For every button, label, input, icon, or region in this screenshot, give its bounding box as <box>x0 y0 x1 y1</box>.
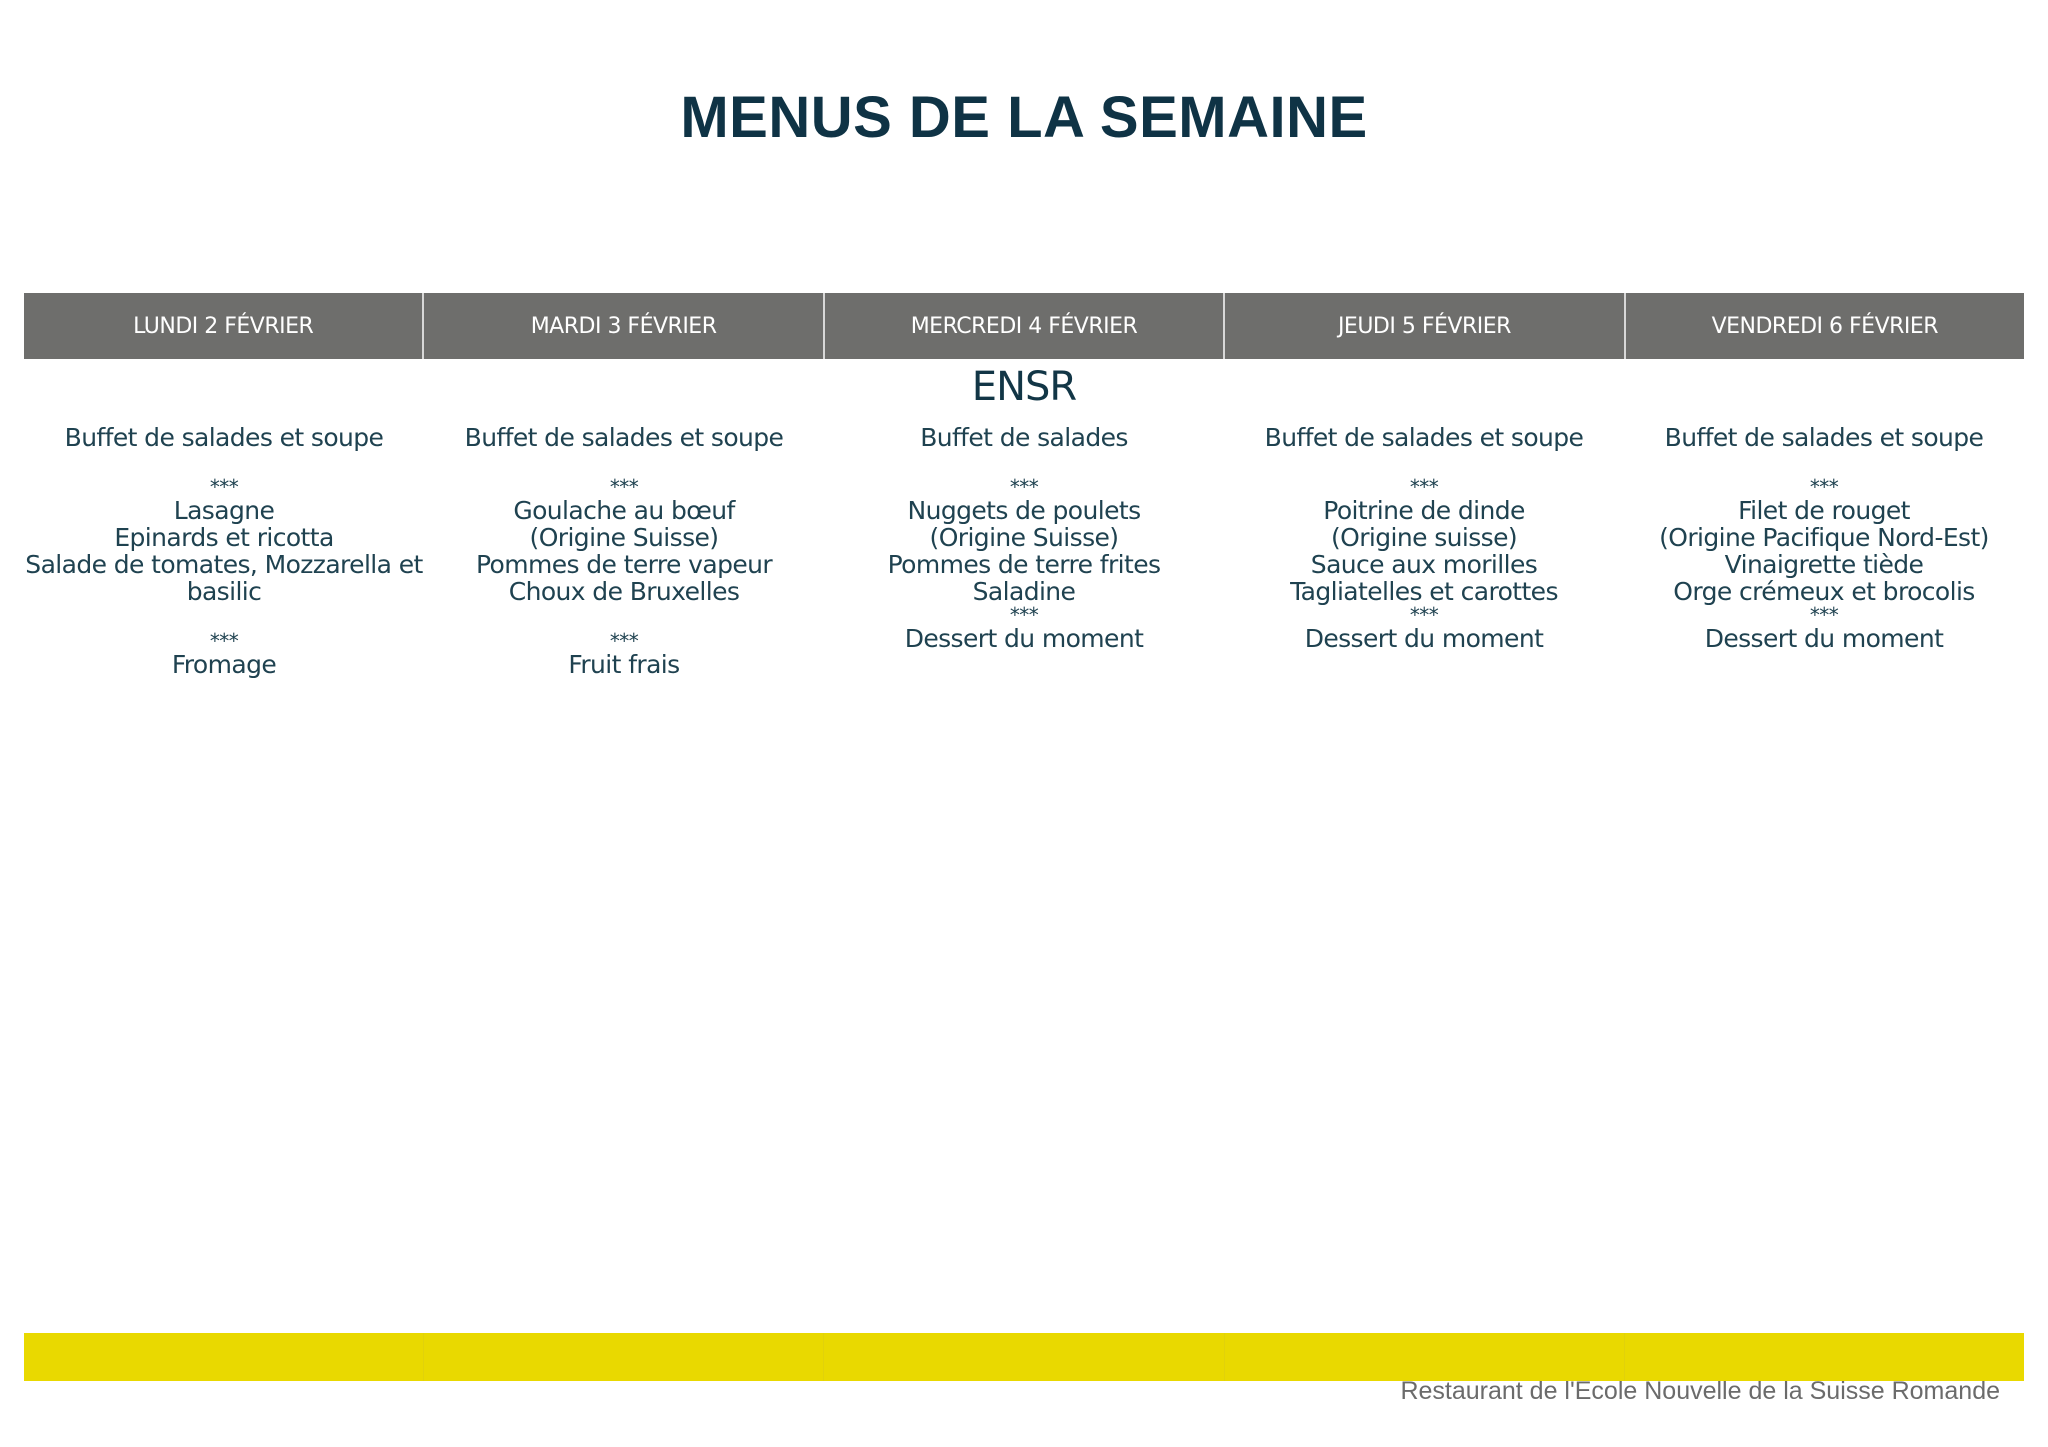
menu-tuesday <box>424 424 824 678</box>
main-line: basilic <box>186 577 262 606</box>
main-line: Pommes de terre vapeur <box>475 550 773 579</box>
day-header-monday: LUNDI 2 FÉVRIER <box>24 293 424 359</box>
separator: *** <box>609 629 639 653</box>
footer-bar <box>24 1333 2024 1381</box>
page-title: MENUS DE LA SEMAINE <box>680 85 1368 150</box>
starter: Buffet de salades et soupe <box>1264 423 1584 452</box>
main-line: Tagliatelles et carottes <box>1290 577 1558 606</box>
main-line: (Origine Suisse) <box>929 523 1119 552</box>
main-line: Pommes de terre frites <box>887 550 1161 579</box>
days-header-row <box>24 293 2024 359</box>
starter: Buffet de salades et soupe <box>464 423 784 452</box>
main-line: Choux de Bruxelles <box>508 577 740 606</box>
separator: *** <box>609 475 639 499</box>
menu-thursday <box>1224 424 1624 678</box>
day-header-friday: VENDREDI 6 FÉVRIER <box>1711 313 1939 339</box>
separator: *** <box>1409 603 1439 627</box>
separator: *** <box>1809 475 1839 499</box>
separator: *** <box>1009 603 1039 627</box>
main-line: Saladine <box>972 577 1076 606</box>
dessert: Dessert du moment <box>904 624 1144 653</box>
footer-segment <box>1225 1333 1625 1381</box>
day-header-tuesday: MARDI 3 FÉVRIER <box>424 293 824 359</box>
menu-row <box>24 424 2024 678</box>
separator: *** <box>209 475 239 499</box>
footer-segment <box>1625 1333 2024 1381</box>
menu-friday <box>1624 424 2024 678</box>
separator: *** <box>1009 475 1039 499</box>
separator: *** <box>209 629 239 653</box>
main-line: (Origine Suisse) <box>529 523 719 552</box>
main-line: (Origine Pacifique Nord-Est) <box>1659 523 1989 552</box>
dessert: Fruit frais <box>568 650 680 679</box>
footer-text: Restaurant de l'Ecole Nouvelle de la Suisse Romande <box>1400 1377 2000 1405</box>
day-header-thursday: JEUDI 5 FÉVRIER <box>1225 293 1625 359</box>
main-line: Goulache au bœuf <box>513 496 735 525</box>
dessert: Dessert du moment <box>1304 624 1544 653</box>
menu-wednesday <box>824 424 1224 678</box>
main-line: Orge crémeux et brocolis <box>1673 577 1975 606</box>
day-header-wednesday: MERCREDI 4 FÉVRIER <box>825 293 1225 359</box>
dessert: Fromage <box>171 650 277 679</box>
menu-monday <box>24 424 424 678</box>
footer-segment <box>24 1333 424 1381</box>
separator: *** <box>1409 475 1439 499</box>
dessert: Dessert du moment <box>1704 624 1944 653</box>
main-line: (Origine suisse) <box>1330 523 1518 552</box>
restaurant-name: ENSR <box>971 364 1077 410</box>
main-line: Nuggets de poulets <box>907 496 1141 525</box>
footer-segment <box>824 1333 1224 1381</box>
main-line: Salade de tomates, Mozzarella et <box>25 550 423 579</box>
main-line: Lasagne <box>173 496 275 525</box>
main-line: Vinaigrette tiède <box>1724 550 1924 579</box>
main-line: Filet de rouget <box>1738 496 1910 525</box>
main-line: Epinards et ricotta <box>114 523 334 552</box>
main-line: Sauce aux morilles <box>1310 550 1538 579</box>
starter: Buffet de salades et soupe <box>1664 423 1984 452</box>
starter: Buffet de salades et soupe <box>64 423 384 452</box>
separator: *** <box>1809 603 1839 627</box>
footer-segment <box>424 1333 824 1381</box>
starter: Buffet de salades <box>920 423 1128 452</box>
main-line: Poitrine de dinde <box>1323 496 1525 525</box>
